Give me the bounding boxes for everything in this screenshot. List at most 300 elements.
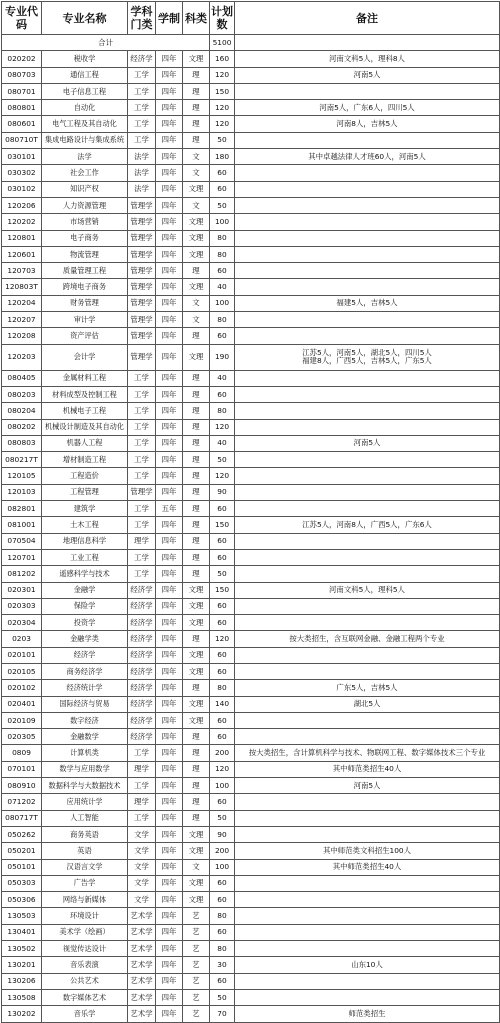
table-row — [2, 100, 500, 116]
cell-duration: 四年 — [156, 924, 183, 940]
cell-plan: 80 — [210, 908, 235, 924]
cell-remark: 江苏5人，河南8人，广西5人，广东6人 — [235, 517, 500, 533]
cell-plan: 60 — [210, 328, 235, 344]
cell-remark — [235, 598, 500, 614]
cell-subject: 文理 — [183, 582, 210, 598]
table-row — [2, 230, 500, 246]
cell-plan: 60 — [210, 794, 235, 810]
cell-duration: 四年 — [156, 468, 183, 484]
cell-name: 应用统计学 — [42, 794, 128, 810]
cell-code: 071202 — [2, 794, 42, 810]
cell-subject: 理 — [183, 680, 210, 696]
cell-duration: 四年 — [156, 696, 183, 712]
cell-remark — [235, 729, 500, 745]
cell-plan: 40 — [210, 370, 235, 386]
cell-category: 管理学 — [128, 214, 156, 230]
cell-code: 120105 — [2, 468, 42, 484]
cell-subject: 理 — [183, 794, 210, 810]
cell-name: 美术学（绘画） — [42, 924, 128, 940]
header-subject: 科类 — [183, 2, 210, 35]
cell-category: 艺术学 — [128, 957, 156, 973]
cell-name: 音乐表演 — [42, 957, 128, 973]
table-row — [2, 924, 500, 940]
cell-name: 广告学 — [42, 875, 128, 891]
cell-name: 投资学 — [42, 615, 128, 631]
cell-name: 通信工程 — [42, 67, 128, 83]
cell-name: 工程管理 — [42, 484, 128, 500]
table-row — [2, 778, 500, 794]
cell-remark — [235, 549, 500, 565]
cell-remark: 广东5人，吉林5人 — [235, 680, 500, 696]
table-row — [2, 403, 500, 419]
cell-code: 030302 — [2, 165, 42, 181]
table-row — [2, 647, 500, 663]
total-label: 合计 — [2, 35, 210, 51]
cell-subject: 艺 — [183, 957, 210, 973]
cell-subject: 理 — [183, 263, 210, 279]
cell-name: 网络与新媒体 — [42, 892, 128, 908]
header-duration: 学制 — [156, 2, 183, 35]
cell-plan: 40 — [210, 279, 235, 295]
cell-subject: 文理 — [183, 663, 210, 679]
cell-name: 数学与应用数学 — [42, 761, 128, 777]
cell-remark — [235, 533, 500, 549]
cell-category: 艺术学 — [128, 924, 156, 940]
cell-plan: 60 — [210, 892, 235, 908]
header-remark: 备注 — [235, 2, 500, 35]
cell-plan: 80 — [210, 246, 235, 262]
cell-duration: 四年 — [156, 729, 183, 745]
table-row — [2, 181, 500, 197]
cell-duration: 四年 — [156, 263, 183, 279]
cell-code: 080803 — [2, 435, 42, 451]
cell-code: 120204 — [2, 295, 42, 311]
cell-subject: 艺 — [183, 908, 210, 924]
cell-name: 音乐学 — [42, 1006, 128, 1022]
cell-subject: 文理 — [183, 892, 210, 908]
table-row — [2, 745, 500, 761]
cell-name: 机械电子工程 — [42, 403, 128, 419]
cell-duration: 四年 — [156, 132, 183, 148]
cell-name: 会计学 — [42, 344, 128, 370]
cell-duration: 四年 — [156, 712, 183, 728]
cell-code: 080203 — [2, 386, 42, 402]
cell-remark — [235, 501, 500, 517]
cell-code: 130206 — [2, 973, 42, 989]
cell-code: 080204 — [2, 403, 42, 419]
cell-category: 工学 — [128, 435, 156, 451]
cell-code: 130503 — [2, 908, 42, 924]
cell-subject: 理 — [183, 83, 210, 99]
cell-remark: 福建5人，吉林5人 — [235, 295, 500, 311]
cell-category: 工学 — [128, 452, 156, 468]
table-row — [2, 149, 500, 165]
cell-remark — [235, 973, 500, 989]
cell-remark — [235, 663, 500, 679]
cell-code: 080202 — [2, 419, 42, 435]
cell-duration: 四年 — [156, 149, 183, 165]
cell-remark — [235, 328, 500, 344]
cell-name: 自动化 — [42, 100, 128, 116]
cell-duration: 四年 — [156, 67, 183, 83]
table-row — [2, 566, 500, 582]
cell-duration: 四年 — [156, 989, 183, 1005]
cell-category: 艺术学 — [128, 908, 156, 924]
cell-subject: 理 — [183, 403, 210, 419]
cell-category: 工学 — [128, 501, 156, 517]
table-row — [2, 246, 500, 262]
header-name: 专业名称 — [42, 2, 128, 35]
cell-category: 经济学 — [128, 582, 156, 598]
cell-category: 文学 — [128, 859, 156, 875]
cell-duration: 四年 — [156, 197, 183, 213]
cell-code: 120601 — [2, 246, 42, 262]
cell-remark: 河南文科5人，理科8人 — [235, 51, 500, 67]
cell-subject: 艺 — [183, 924, 210, 940]
cell-name: 英语 — [42, 843, 128, 859]
cell-remark: 师范类招生 — [235, 1006, 500, 1022]
cell-subject: 文理 — [183, 230, 210, 246]
cell-code: 120103 — [2, 484, 42, 500]
cell-duration: 四年 — [156, 533, 183, 549]
cell-name: 集成电路设计与集成系统 — [42, 132, 128, 148]
cell-remark — [235, 908, 500, 924]
cell-remark: 河南5人 — [235, 778, 500, 794]
cell-plan: 60 — [210, 663, 235, 679]
cell-remark — [235, 403, 500, 419]
table-row — [2, 386, 500, 402]
cell-plan: 60 — [210, 165, 235, 181]
total-row — [2, 35, 500, 51]
cell-plan: 60 — [210, 729, 235, 745]
cell-duration: 四年 — [156, 116, 183, 132]
table-row — [2, 1006, 500, 1022]
cell-duration: 四年 — [156, 403, 183, 419]
cell-duration: 四年 — [156, 957, 183, 973]
cell-duration: 四年 — [156, 165, 183, 181]
cell-code: 120203 — [2, 344, 42, 370]
cell-subject: 艺 — [183, 973, 210, 989]
cell-duration: 四年 — [156, 582, 183, 598]
cell-remark — [235, 83, 500, 99]
cell-duration: 四年 — [156, 663, 183, 679]
table-row — [2, 663, 500, 679]
cell-remark: 按大类招生，含互联网金融、金融工程两个专业 — [235, 631, 500, 647]
cell-duration: 四年 — [156, 875, 183, 891]
cell-category: 艺术学 — [128, 973, 156, 989]
cell-duration: 四年 — [156, 419, 183, 435]
cell-remark: 河南5人 — [235, 435, 500, 451]
cell-remark — [235, 230, 500, 246]
table-row — [2, 452, 500, 468]
cell-code: 020305 — [2, 729, 42, 745]
cell-remark — [235, 165, 500, 181]
cell-code: 050306 — [2, 892, 42, 908]
cell-name: 金属材料工程 — [42, 370, 128, 386]
cell-plan: 60 — [210, 501, 235, 517]
table-row — [2, 843, 500, 859]
cell-category: 理学 — [128, 761, 156, 777]
table-row — [2, 631, 500, 647]
cell-remark: 其中师范类招生40人 — [235, 761, 500, 777]
cell-plan: 100 — [210, 214, 235, 230]
cell-code: 080703 — [2, 67, 42, 83]
cell-code: 080910 — [2, 778, 42, 794]
table-row — [2, 908, 500, 924]
cell-plan: 80 — [210, 680, 235, 696]
cell-category: 经济学 — [128, 51, 156, 67]
cell-remark — [235, 246, 500, 262]
cell-subject: 文理 — [183, 246, 210, 262]
table-row — [2, 328, 500, 344]
cell-subject: 理 — [183, 484, 210, 500]
cell-remark — [235, 452, 500, 468]
cell-duration: 五年 — [156, 501, 183, 517]
cell-plan: 160 — [210, 51, 235, 67]
table-row — [2, 729, 500, 745]
cell-code: 120701 — [2, 549, 42, 565]
cell-category: 文学 — [128, 892, 156, 908]
cell-name: 跨境电子商务 — [42, 279, 128, 295]
cell-subject: 理 — [183, 419, 210, 435]
total-remark — [235, 35, 500, 51]
cell-duration: 四年 — [156, 826, 183, 842]
cell-remark — [235, 566, 500, 582]
cell-remark — [235, 370, 500, 386]
cell-code: 082801 — [2, 501, 42, 517]
cell-subject: 文理 — [183, 598, 210, 614]
cell-subject: 文理 — [183, 181, 210, 197]
cell-plan: 50 — [210, 989, 235, 1005]
cell-plan: 60 — [210, 647, 235, 663]
table-row — [2, 312, 500, 328]
cell-code: 120207 — [2, 312, 42, 328]
cell-subject: 理 — [183, 778, 210, 794]
cell-category: 工学 — [128, 468, 156, 484]
table-row — [2, 295, 500, 311]
cell-plan: 50 — [210, 132, 235, 148]
cell-category: 管理学 — [128, 197, 156, 213]
cell-remark — [235, 484, 500, 500]
cell-name: 土木工程 — [42, 517, 128, 533]
cell-category: 工学 — [128, 403, 156, 419]
cell-duration: 四年 — [156, 517, 183, 533]
cell-category: 经济学 — [128, 631, 156, 647]
cell-name: 人力资源管理 — [42, 197, 128, 213]
cell-subject: 文 — [183, 197, 210, 213]
cell-category: 管理学 — [128, 246, 156, 262]
cell-category: 工学 — [128, 810, 156, 826]
cell-code: 020401 — [2, 696, 42, 712]
table-row — [2, 468, 500, 484]
cell-name: 国际经济与贸易 — [42, 696, 128, 712]
cell-code: 020301 — [2, 582, 42, 598]
cell-subject: 文理 — [183, 712, 210, 728]
cell-name: 地理信息科学 — [42, 533, 128, 549]
cell-code: 020102 — [2, 680, 42, 696]
cell-name: 税收学 — [42, 51, 128, 67]
cell-plan: 80 — [210, 230, 235, 246]
cell-name: 金融数学 — [42, 729, 128, 745]
cell-remark — [235, 312, 500, 328]
cell-name: 经济学 — [42, 647, 128, 663]
cell-code: 050262 — [2, 826, 42, 842]
cell-subject: 理 — [183, 517, 210, 533]
cell-code: 020304 — [2, 615, 42, 631]
cell-subject: 文 — [183, 295, 210, 311]
table-row — [2, 533, 500, 549]
cell-category: 艺术学 — [128, 989, 156, 1005]
cell-name: 计算机类 — [42, 745, 128, 761]
cell-code: 020101 — [2, 647, 42, 663]
table-row — [2, 941, 500, 957]
cell-subject: 文理 — [183, 51, 210, 67]
cell-category: 管理学 — [128, 230, 156, 246]
table-row — [2, 83, 500, 99]
cell-code: 0809 — [2, 745, 42, 761]
cell-code: 020202 — [2, 51, 42, 67]
cell-subject: 文 — [183, 859, 210, 875]
table-row — [2, 973, 500, 989]
cell-duration: 四年 — [156, 230, 183, 246]
cell-code: 080701 — [2, 83, 42, 99]
cell-remark — [235, 924, 500, 940]
table-row — [2, 501, 500, 517]
table-row — [2, 344, 500, 370]
cell-plan: 100 — [210, 859, 235, 875]
table-row — [2, 263, 500, 279]
enrollment-plan-table — [1, 1, 500, 1023]
cell-category: 工学 — [128, 67, 156, 83]
cell-remark: 河南8人，吉林5人 — [235, 116, 500, 132]
cell-category: 管理学 — [128, 344, 156, 370]
cell-plan: 60 — [210, 181, 235, 197]
cell-remark: 湖北5人 — [235, 696, 500, 712]
cell-code: 120206 — [2, 197, 42, 213]
cell-name: 环境设计 — [42, 908, 128, 924]
table-row — [2, 51, 500, 67]
table-row — [2, 810, 500, 826]
cell-category: 管理学 — [128, 279, 156, 295]
cell-subject: 文理 — [183, 647, 210, 663]
header-category: 学科门类 — [128, 2, 156, 35]
cell-duration: 四年 — [156, 810, 183, 826]
cell-plan: 60 — [210, 924, 235, 940]
cell-plan: 60 — [210, 263, 235, 279]
cell-code: 120703 — [2, 263, 42, 279]
table-body — [2, 35, 500, 1023]
table-row — [2, 116, 500, 132]
table-row — [2, 826, 500, 842]
cell-plan: 60 — [210, 712, 235, 728]
cell-category: 工学 — [128, 566, 156, 582]
cell-plan: 150 — [210, 83, 235, 99]
cell-category: 经济学 — [128, 712, 156, 728]
table-row — [2, 875, 500, 891]
cell-name: 社会工作 — [42, 165, 128, 181]
cell-category: 工学 — [128, 745, 156, 761]
cell-remark — [235, 132, 500, 148]
cell-plan: 100 — [210, 778, 235, 794]
cell-category: 经济学 — [128, 647, 156, 663]
cell-plan: 40 — [210, 435, 235, 451]
cell-duration: 四年 — [156, 484, 183, 500]
table-row — [2, 859, 500, 875]
cell-category: 工学 — [128, 83, 156, 99]
cell-duration: 四年 — [156, 246, 183, 262]
cell-code: 130502 — [2, 941, 42, 957]
table-row — [2, 582, 500, 598]
cell-duration: 四年 — [156, 778, 183, 794]
cell-duration: 四年 — [156, 761, 183, 777]
cell-code: 070504 — [2, 533, 42, 549]
cell-code: 080801 — [2, 100, 42, 116]
table-row — [2, 957, 500, 973]
cell-subject: 文理 — [183, 826, 210, 842]
cell-code: 080601 — [2, 116, 42, 132]
cell-duration: 四年 — [156, 973, 183, 989]
cell-remark — [235, 794, 500, 810]
cell-plan: 50 — [210, 197, 235, 213]
cell-duration: 四年 — [156, 566, 183, 582]
header-row — [2, 2, 500, 35]
cell-plan: 50 — [210, 452, 235, 468]
cell-name: 物流管理 — [42, 246, 128, 262]
cell-subject: 理 — [183, 435, 210, 451]
cell-duration: 四年 — [156, 631, 183, 647]
cell-plan: 100 — [210, 295, 235, 311]
cell-remark — [235, 386, 500, 402]
cell-subject: 理 — [183, 67, 210, 83]
cell-duration: 四年 — [156, 549, 183, 565]
cell-subject: 理 — [183, 761, 210, 777]
cell-name: 材料成型及控制工程 — [42, 386, 128, 402]
cell-plan: 150 — [210, 517, 235, 533]
cell-code: 030101 — [2, 149, 42, 165]
cell-code: 0203 — [2, 631, 42, 647]
cell-duration: 四年 — [156, 615, 183, 631]
cell-remark — [235, 647, 500, 663]
cell-subject: 艺 — [183, 941, 210, 957]
cell-subject: 文理 — [183, 696, 210, 712]
table-row — [2, 165, 500, 181]
cell-name: 增材制造工程 — [42, 452, 128, 468]
cell-plan: 150 — [210, 582, 235, 598]
cell-duration: 四年 — [156, 386, 183, 402]
cell-name: 遥感科学与技术 — [42, 566, 128, 582]
cell-category: 工学 — [128, 132, 156, 148]
cell-name: 审计学 — [42, 312, 128, 328]
cell-name: 质量管理工程 — [42, 263, 128, 279]
cell-plan: 190 — [210, 344, 235, 370]
cell-name: 机器人工程 — [42, 435, 128, 451]
table-row — [2, 696, 500, 712]
cell-plan: 120 — [210, 100, 235, 116]
cell-plan: 90 — [210, 826, 235, 842]
cell-code: 130202 — [2, 1006, 42, 1022]
cell-duration: 四年 — [156, 452, 183, 468]
table-row — [2, 435, 500, 451]
cell-duration: 四年 — [156, 214, 183, 230]
cell-remark — [235, 615, 500, 631]
cell-plan: 80 — [210, 941, 235, 957]
cell-subject: 理 — [183, 549, 210, 565]
cell-remark — [235, 826, 500, 842]
cell-duration: 四年 — [156, 312, 183, 328]
cell-remark — [235, 875, 500, 891]
cell-name: 商务经济学 — [42, 663, 128, 679]
table-row — [2, 67, 500, 83]
